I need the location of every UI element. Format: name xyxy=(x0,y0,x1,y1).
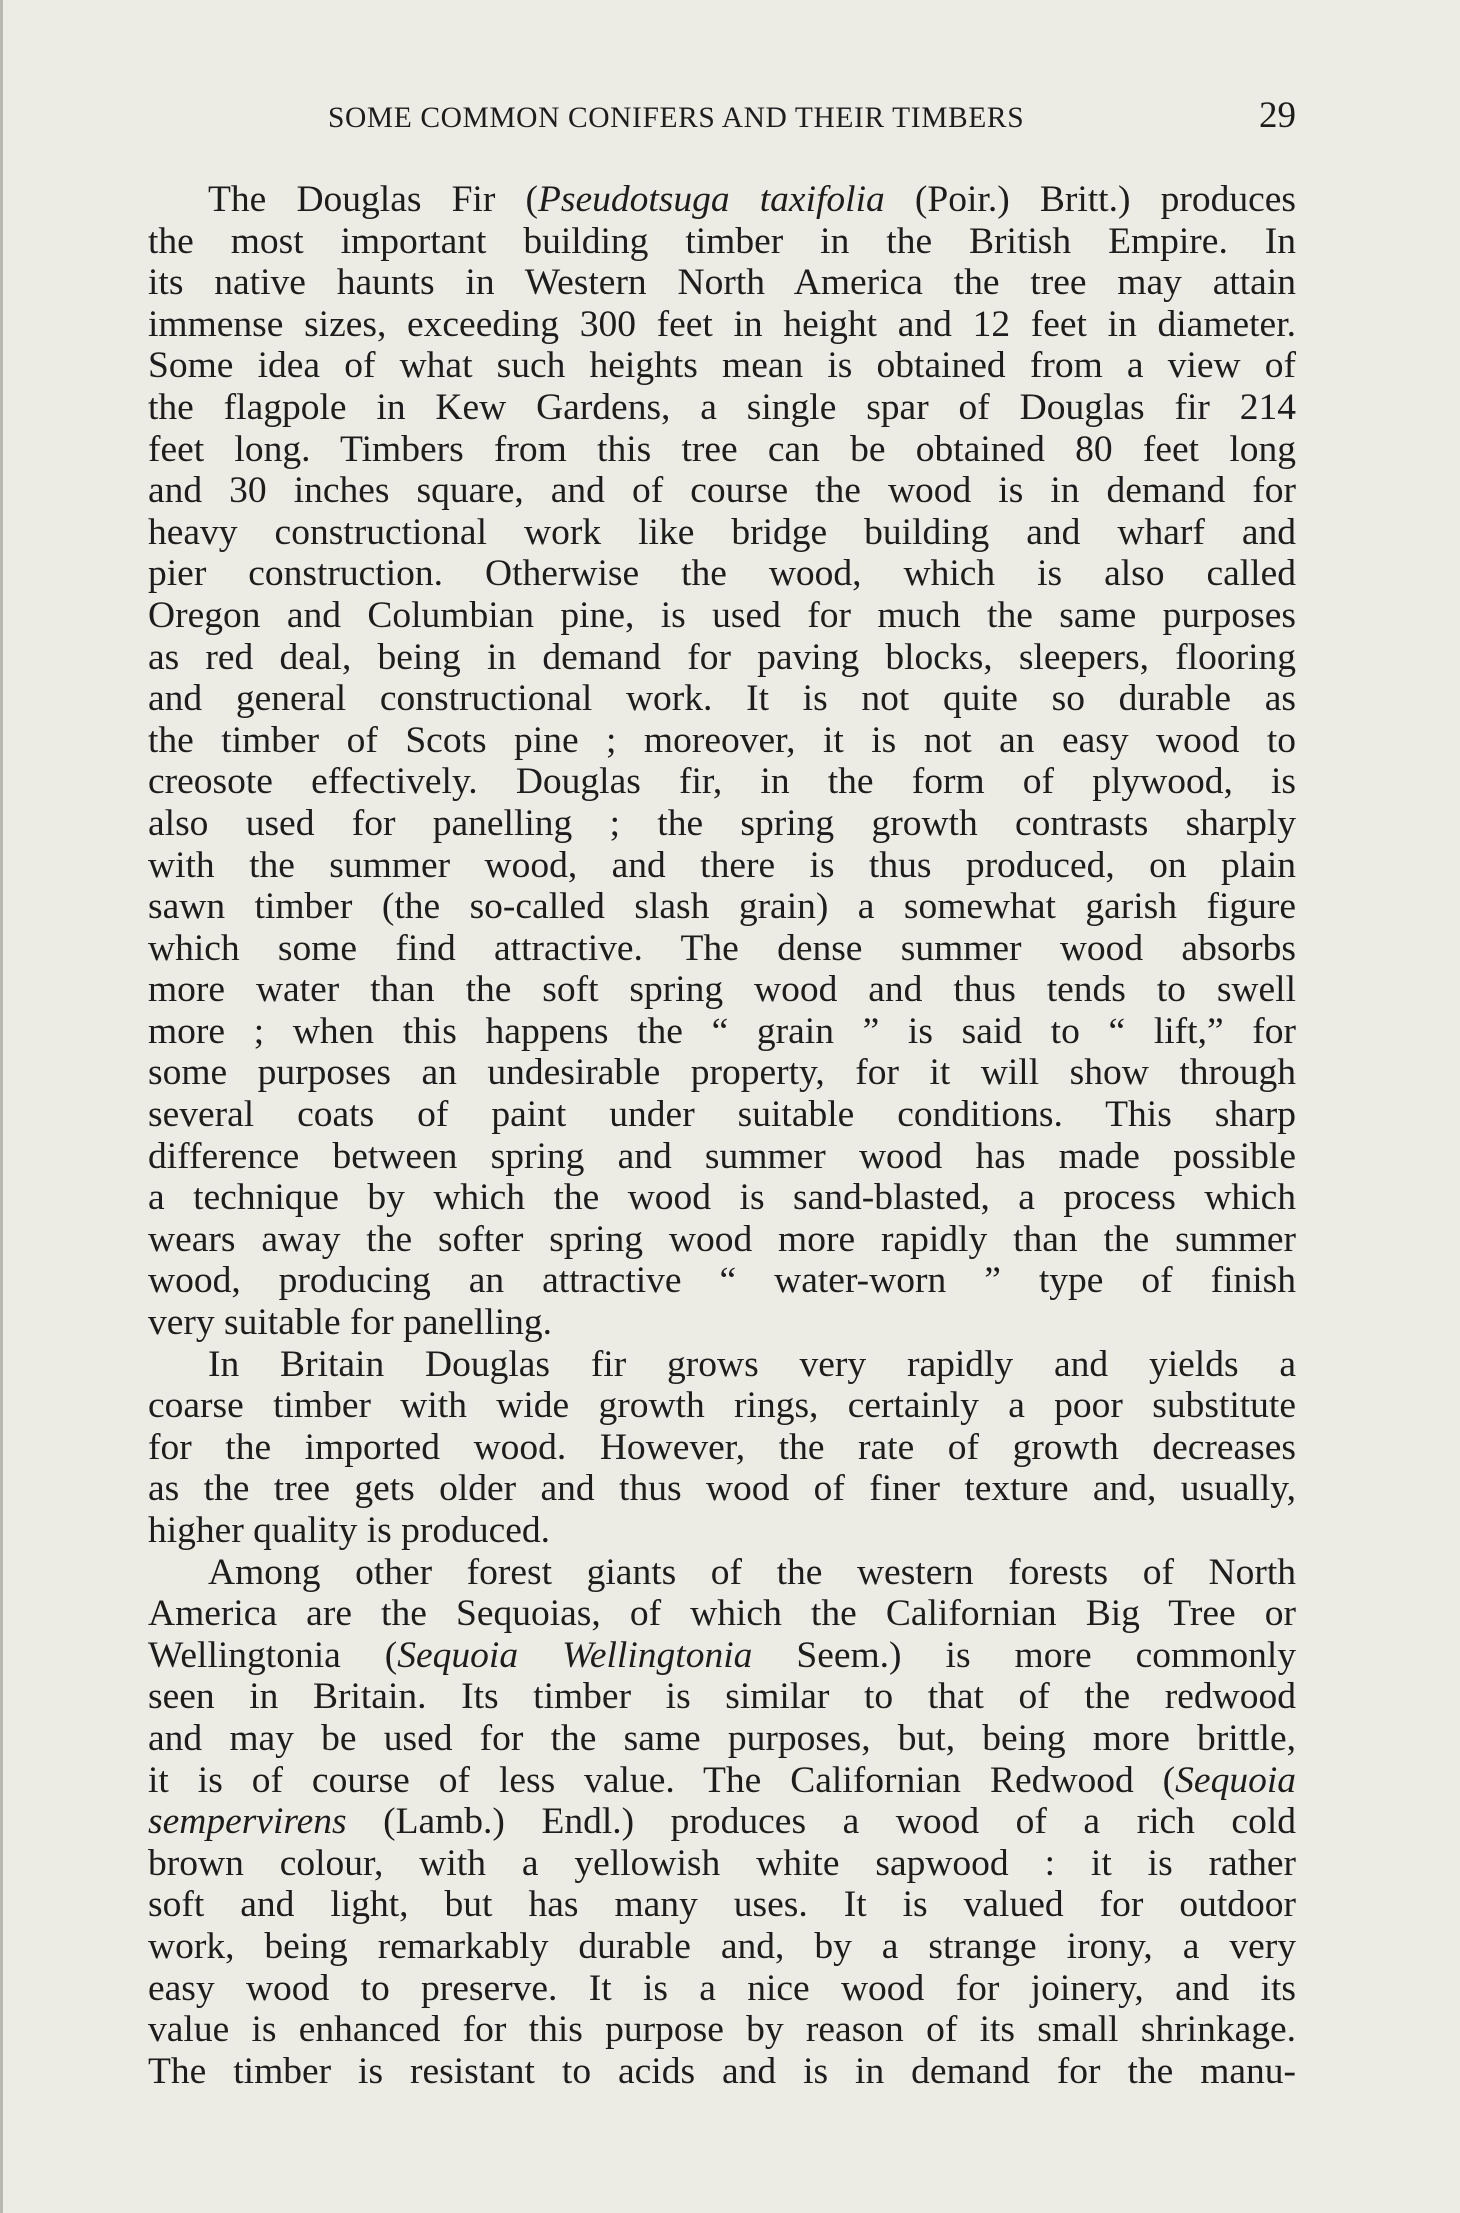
text-line: pier construction. Otherwise the wood, which is also called xyxy=(148,553,1296,595)
text-line: sempervirens (Lamb.) Endl.) produces a wood of a rich cold xyxy=(148,1801,1296,1843)
text-line: creosote effectively. Douglas fir, in the form of plywood, is xyxy=(148,761,1296,803)
running-title: SOME COMMON CONIFERS AND THEIR TIMBERS xyxy=(328,102,1025,134)
text-line: it is of course of less value. The Californian Redwood (Sequoia xyxy=(148,1759,1296,1801)
text-line: In Britain Douglas fir grows very rapidly and yields a xyxy=(208,1343,1296,1385)
text-line: as the tree gets older and thus wood of finer texture and, usually, xyxy=(148,1468,1296,1510)
text-line: and may be used for the same purposes, but, being more brittle, xyxy=(148,1717,1296,1759)
page-number: 29 xyxy=(1259,95,1296,136)
text-line: more ; when this happens the “ grain ” is said to “ lift,” for xyxy=(148,1010,1296,1052)
text-line: The timber is resistant to acids and is in demand for the manu- xyxy=(148,2050,1296,2092)
text-line: which some find attractive. The dense summer wood absorbs xyxy=(148,927,1296,969)
text-line: seen in Britain. Its timber is similar to that of the redwood xyxy=(148,1676,1296,1718)
text-line: several coats of paint under suitable conditions. This sharp xyxy=(148,1094,1296,1136)
text-line: and general constructional work. It is not quite so durable as xyxy=(148,678,1296,720)
text-line: very suitable for panelling. xyxy=(148,1302,553,1344)
text-line: some purposes an undesirable property, for it will show through xyxy=(148,1052,1296,1094)
text-line: more water than the soft spring wood and thus tends to swell xyxy=(148,969,1296,1011)
text-line: wood, producing an attractive “ water-worn ” type of finish xyxy=(148,1260,1296,1302)
text-line: the most important building timber in the British Empire. In xyxy=(148,220,1296,262)
text-line: heavy constructional work like bridge building and wharf and xyxy=(148,511,1296,553)
text-line: a technique by which the wood is sand-blasted, a process which xyxy=(148,1177,1296,1219)
text-line: the flagpole in Kew Gardens, a single spar of Douglas fir 214 xyxy=(148,386,1296,428)
text-line: difference between spring and summer wood has made possible xyxy=(148,1135,1296,1177)
body-text xyxy=(148,179,1296,2092)
text-line: wears away the softer spring wood more rapidly than the summer xyxy=(148,1218,1296,1260)
text-line: feet long. Timbers from this tree can be obtained 80 feet long xyxy=(148,428,1296,470)
text-line: the timber of Scots pine ; moreover, it is not an easy wood to xyxy=(148,719,1296,761)
text-line: also used for panelling ; the spring growth contrasts sharply xyxy=(148,802,1296,844)
text-line: sawn timber (the so-called slash grain) a somewhat garish figure xyxy=(148,886,1296,928)
text-line: Some idea of what such heights mean is obtained from a view of xyxy=(148,345,1296,387)
text-line: immense sizes, exceeding 300 feet in height and 12 feet in diameter. xyxy=(148,303,1296,345)
running-head xyxy=(148,92,1296,144)
page-edge xyxy=(0,0,3,2213)
text-line: for the imported wood. However, the rate of growth decreases xyxy=(148,1426,1296,1468)
text-line: with the summer wood, and there is thus produced, on plain xyxy=(148,844,1296,886)
text-line: Among other forest giants of the western forests of North xyxy=(208,1551,1296,1593)
text-line: work, being remarkably durable and, by a strange irony, a very xyxy=(148,1925,1296,1967)
text-line: as red deal, being in demand for paving blocks, sleepers, flooring xyxy=(148,636,1296,678)
text-line: Oregon and Columbian pine, is used for much the same purposes xyxy=(148,594,1296,636)
text-line: easy wood to preserve. It is a nice wood for joinery, and its xyxy=(148,1967,1296,2009)
text-line: value is enhanced for this purpose by reason of its small shrinkage. xyxy=(148,2009,1296,2051)
text-line: brown colour, with a yellowish white sapwood : it is rather xyxy=(148,1842,1296,1884)
text-line: The Douglas Fir (Pseudotsuga taxifolia (Poir.) Britt.) produces xyxy=(208,179,1296,220)
text-line: and 30 inches square, and of course the wood is in demand for xyxy=(148,470,1296,512)
text-line: Wellingtonia (Sequoia Wellingtonia Seem.) is more commonly xyxy=(148,1634,1296,1676)
text-line: soft and light, but has many uses. It is valued for outdoor xyxy=(148,1884,1296,1926)
text-line: higher quality is produced. xyxy=(148,1510,550,1551)
text-line: coarse timber with wide growth rings, certainly a poor substitute xyxy=(148,1385,1296,1427)
text-line: America are the Sequoias, of which the Californian Big Tree or xyxy=(148,1593,1296,1635)
text-line: its native haunts in Western North America the tree may attain xyxy=(148,262,1296,304)
